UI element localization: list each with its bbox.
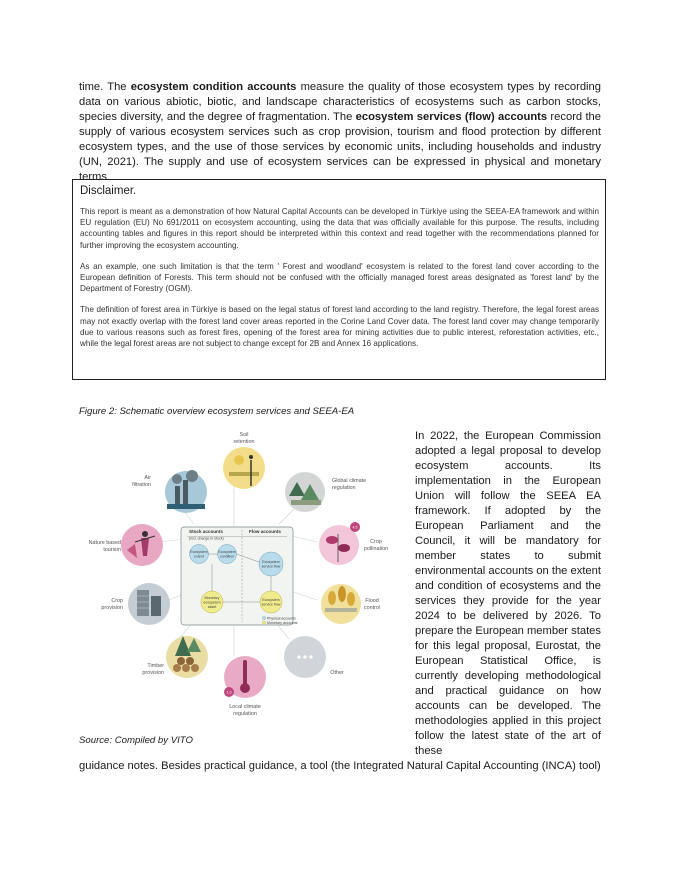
air-label: filtration [132, 482, 151, 488]
intro-paragraph [79, 80, 601, 185]
air-filtration-icon [165, 470, 207, 513]
intro-text: time. The [79, 81, 131, 93]
other-icon [284, 636, 326, 678]
crop-provision-label: provision [101, 605, 123, 611]
intro-text: measure the quality of those ecosystem types by recording data on various abiotic, biotic, and landscape characteristics of ecosystems such as carbon stocks, species diversity, and the degree of fragmentation. The [79, 81, 601, 123]
global-climate-icon [285, 472, 325, 512]
node-monetary-flow-label: service flow [261, 602, 281, 607]
node-monetary-asset-label: Monetary [204, 596, 220, 600]
local-climate-label: Local climate [229, 704, 261, 710]
figure-caption: Figure 2: Schematic overview ecosystem services and SEEA-EA [79, 406, 355, 417]
tourism-label: Nature based [88, 540, 121, 546]
intro-text: record the supply of various ecosystem services such as crop provision, tourism and flood protection by different ecosystem types, and the use of those services by economic units, including households and industry (UN, 2021). The supply and use of ecosystem services can be expressed in physical and monetary terms. [79, 111, 601, 183]
figure-source: Source: Compiled by VITO [79, 735, 193, 746]
legend-physical-label: Physical accounts [267, 616, 296, 621]
flow-accounts-title: Flow accounts [249, 529, 281, 534]
ecosystem-services-diagram [79, 424, 389, 720]
timber-provision-icon [166, 636, 208, 678]
body-paragraph-continuation: guidance notes. Besides practical guidance, a tool (the Integrated Natural Capital Accounting (INCA) tool) [79, 760, 601, 772]
flood-control-label: control [363, 605, 381, 611]
disclaimer-paragraph: The definition of forest area in Türkiye is based on the legal status of forest land according to the land registry. Therefore, the legal forest areas may not exactly overlap with the forest land cover areas reported in the Corine Land Cover data. The forest land cover may change temporarily due to various reasons such as forest fires, opening of the forest area for mining activities due to public interest, reforestation activities, etc., while the legal forest areas are not subject to change except for 2B and Annex 16 applications. [80, 305, 599, 349]
air-label: Air [144, 475, 151, 481]
legend-monetary-marker [262, 621, 265, 624]
disclaimer-box [72, 179, 606, 380]
condition-accounts-term: ecosystem condition accounts [130, 81, 297, 93]
timber-label: Timber [147, 663, 164, 669]
stock-accounts-title: Stock accounts [189, 529, 223, 534]
node-extent-label: extent [194, 554, 204, 559]
soil-label: retention [233, 439, 255, 445]
legend-monetary-label: Monetary accounts [267, 620, 298, 625]
node-monetary-asset-label: ecosystem [203, 600, 221, 605]
stock-accounts-subtitle: (incl. change in stock) [189, 536, 224, 541]
crop-provision-icon [128, 583, 170, 625]
local-climate-badge: 1.5 [226, 690, 232, 695]
flood-control-icon [321, 584, 361, 624]
soil-retention-icon [223, 447, 265, 489]
node-condition-label: Ecosystem [218, 550, 236, 554]
disclaimer-paragraph: As an example, one such limitation is that the term ' Forest and woodland' ecosystem is related to the forest land cover according to the European definition of Forests. This term should not be confused with the officially managed forest areas designated as 'forest land' by the Department of Forestry (OGM). [80, 261, 599, 294]
tourism-label: tourism [103, 547, 121, 553]
node-extent-label: Ecosystem [190, 550, 208, 554]
pollination-badge: 4.5 [352, 525, 358, 530]
nature-tourism-icon [121, 524, 163, 566]
global-climate-label: Global climate [332, 478, 367, 484]
body-paragraph: In 2022, the European Commission adopted a legal proposal to develop ecosystem accounts. Its implementation in the European Union will follow the SEEA EA framework. If adopted by the European Parliament and the Council, it will be mandatory for member states to submit environmental accounts on the extent and condition of ecosystems and the services they provide for the year 2024 to be delivered by 2026. To prepare the European member states for this legal proposal, Eurostat, the European Statistical Office, is currently developing methodological and practical guidance on how accounts can be developed. The methodologies applied in this project follow the latest state of the art of these [415, 430, 601, 757]
disclaimer-title: Disclaimer. [80, 185, 137, 197]
node-physical-flow-label: service flow [261, 564, 281, 569]
pollination-label: Crop [370, 539, 382, 545]
other-label: Other [330, 670, 344, 676]
flood-control-label: Flood [365, 598, 379, 604]
pollination-label: pollination [363, 546, 389, 552]
services-accounts-term: ecosystem services (flow) accounts [355, 111, 548, 123]
timber-label: provision [142, 670, 164, 676]
soil-label: Soil [239, 432, 249, 438]
node-monetary-flow-label: Ecosystem [262, 598, 280, 602]
node-physical-flow-label: Ecosystem [262, 560, 280, 564]
crop-provision-label: Crop [111, 598, 123, 604]
node-monetary-asset-label: asset [207, 605, 217, 609]
disclaimer-paragraph: This report is meant as a demonstration of how Natural Capital Accounts can be developed in Türkiye using the SEEA-EA framework and within EU regulation (EU) No 691/2011 on ecosystem accounting, using the data that was officially available for this purpose. The results, including accounting tables and figures in this report should be interpreted within this context and read together with the recommendations planned for further improving the ecosystem accounting. [80, 207, 599, 250]
global-climate-label: regulation [332, 485, 356, 491]
node-condition-label: condition [219, 554, 235, 559]
local-climate-label: regulation [233, 711, 257, 717]
legend-physical-marker [262, 616, 265, 619]
